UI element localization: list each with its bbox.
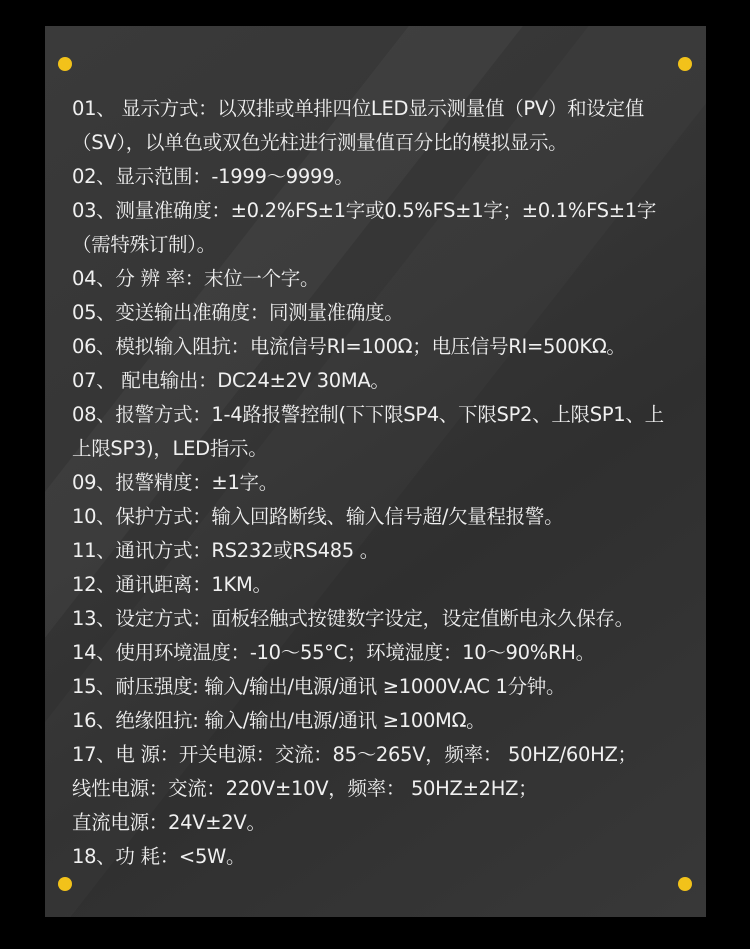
spec-line: 14、使用环境温度：-10～55°C；环境湿度：10～90%RH。 [72, 641, 595, 664]
spec-line: 15、耐压强度: 输入/输出/电源/通讯 ≥1000V.AC 1分钟。 [72, 675, 566, 698]
spec-line: 12、通讯距离：1KM。 [72, 573, 272, 596]
spec-line: 09、报警精度：±1字。 [72, 471, 278, 494]
spec-line: 10、保护方式：输入回路断线、输入信号超/欠量程报警。 [72, 505, 564, 528]
spec-line: 07、 配电输出：DC24±2V 30MA。 [72, 369, 390, 392]
spec-line: 05、变送输出准确度：同测量准确度。 [72, 301, 404, 324]
spec-line: （SV），以单色或双色光柱进行测量值百分比的模拟显示。 [72, 131, 568, 154]
spec-line: 线性电源：交流：220V±10V，频率： 50HZ±2HZ； [72, 777, 538, 800]
spec-line: 17、电 源：开关电源：交流：85～265V，频率： 50HZ/60HZ； [72, 743, 637, 766]
spec-line: 04、分 辨 率：末位一个字。 [72, 267, 320, 290]
spec-line: 06、模拟输入阻抗：电流信号RI=100Ω；电压信号RI=500KΩ。 [72, 335, 626, 358]
spec-line: 上限SP3)，LED指示。 [72, 437, 268, 460]
spec-line: （需特殊订制）。 [72, 233, 216, 256]
corner-dot-icon [678, 877, 692, 891]
spec-line: 18、功 耗：<5W。 [72, 845, 246, 868]
spec-line: 03、测量准确度：±0.2%FS±1字或0.5%FS±1字；±0.1%FS±1字 [72, 199, 657, 222]
spec-list [72, 92, 692, 874]
spec-line: 直流电源：24V±2V。 [72, 811, 266, 834]
corner-dot-icon [58, 877, 72, 891]
spec-line: 11、通讯方式：RS232或RS485 。 [72, 539, 380, 562]
spec-line: 01、 显示方式：以双排或单排四位LED显示测量值（PV）和设定值 [72, 97, 644, 120]
corner-dot-icon [678, 57, 692, 71]
spec-line: 16、绝缘阻抗: 输入/输出/电源/通讯 ≥100MΩ。 [72, 709, 486, 732]
spec-line: 02、显示范围：-1999～9999。 [72, 165, 354, 188]
spec-line: 13、设定方式：面板轻触式按键数字设定，设定值断电永久保存。 [72, 607, 634, 630]
spec-line: 08、报警方式：1-4路报警控制(下下限SP4、下限SP2、上限SP1、上 [72, 403, 664, 426]
corner-dot-icon [58, 57, 72, 71]
